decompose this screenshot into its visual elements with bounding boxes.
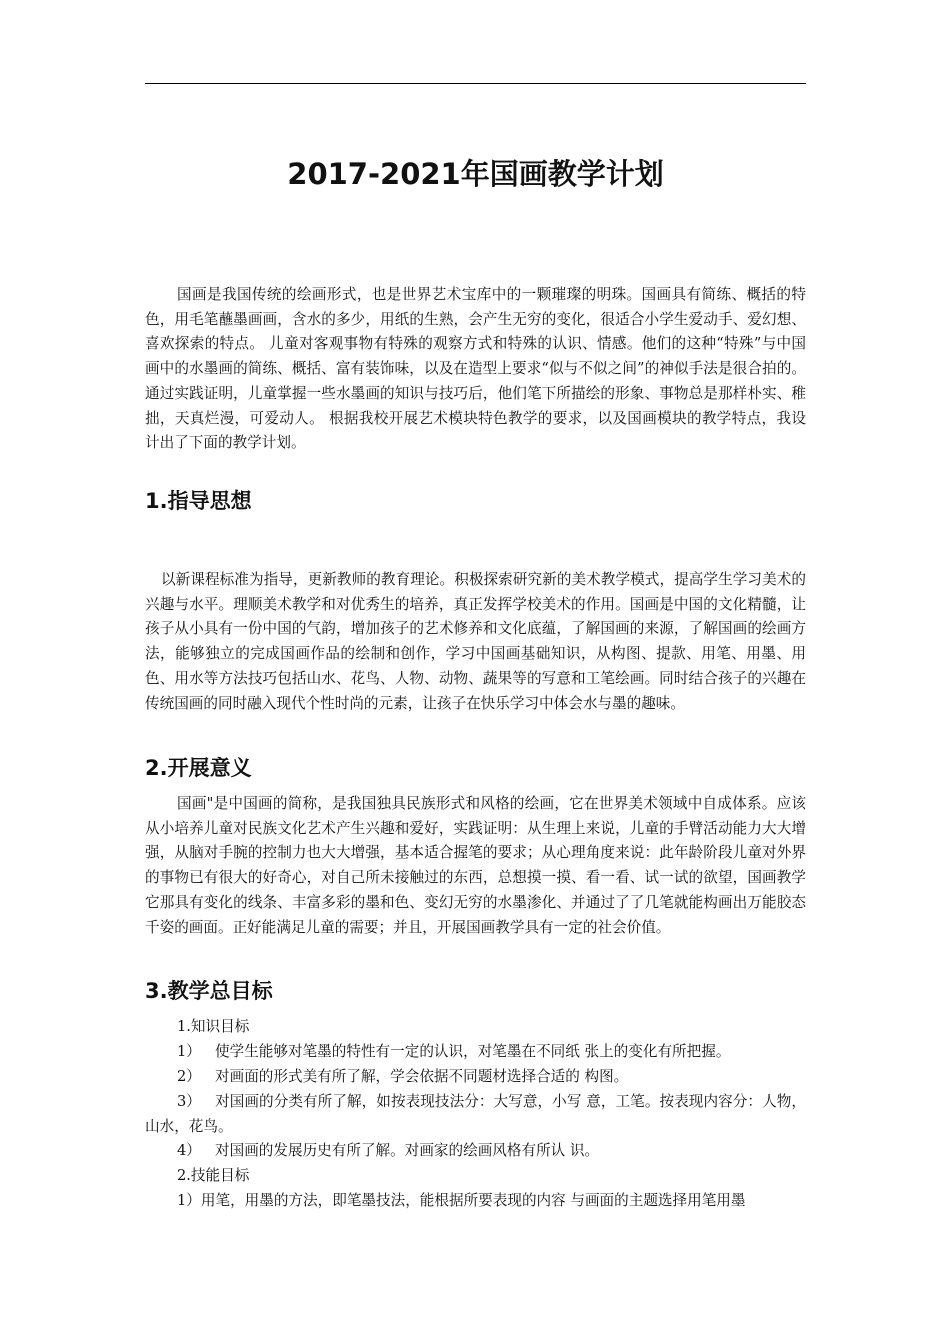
- knowledge-goal-item: 3） 对国画的分类有所了解，如按表现技法分：大写意，小写 意，工笔。按表现内容分：人物，山水，花鸟。: [145, 1093, 806, 1135]
- intro-paragraph: 国画是我国传统的绘画形式，也是世界艺术宝库中的一颗璀璨的明珠。国画具有简练、概括的特色，用毛笔蘸墨画画，含水的多少，用纸的生熟，会产生无穷的变化，很适合小学生爱动手、爱幻想、喜欢探索的特点。 儿童对客观事物有特殊的观察方式和特殊的认识、情感。他们的这种“特殊”与中国画中的水墨画的简练、概括、富有装饰味，以及在造型上要求“似与不似之间”的神似手法是很合拍的。通过实践证明，儿童掌握一些水墨画的知识与技巧后，他们笔下所描绘的形象、事物总是那样朴实、稚拙，天真烂漫，可爱动人。 根据我校开展艺术模块特色教学的要求，以及国画模块的教学特点，我设计出了下面的教学计划。: [145, 286, 806, 452]
- section-body-significance: 国画"是中国画的简称，是我国独具民族形式和风格的绘画，它在世界美术领域中自成体系。应该从小培养儿童对民族文化艺术产生兴趣和爱好，实践证明：从生理上来说，儿童的手臂活动能力大大增强，从脑对手腕的控制力也大大增强，基本适合握笔的要求；从心理角度来说：此年龄阶段儿童对外界的事物已有很大的好奇心，对自己所未接触过的东西，总想摸一摸、看一看、试一试的欲望，国画教学它那具有变化的线条、丰富多彩的墨和色、变幻无穷的水墨渗化、并通过了了几笔就能构画出万能胶态千姿的画面。正好能满足儿童的需要；并且，开展国画教学具有一定的社会价值。: [145, 795, 806, 936]
- section-heading-guiding-ideology: 1.指导思想: [145, 489, 252, 513]
- knowledge-goal-item: 1） 使学生能够对笔墨的特性有一定的认识，对笔墨在不同纸 张上的变化有所把握。: [177, 1043, 731, 1060]
- skill-goals-label: 2.技能目标: [177, 1167, 250, 1184]
- section-body-guiding-ideology: 以新课程标准为指导，更新教师的教育理论。积极探索研究新的美术教学模式，提高学生学习美术的兴趣与水平。理顺美术教学和对优秀生的培养，真正发挥学校美术的作用。国画是中国的文化精髓，让孩子从小具有一份中国的气韵，增加孩子的艺术修养和文化底蕴，了解国画的来源，了解国画的绘画方法，能够独立的完成国画作品的绘制和创作，学习中国画基础知识，从构图、提款、用笔、用墨、用色、用水等方法技巧包括山水、花鸟、人物、动物、蔬果等的写意和工笔绘画。同时结合孩子的兴趣在传统国画的同时融入现代个性时尚的元素，让孩子在快乐学习中体会水与墨的趣味。: [145, 571, 806, 712]
- header-rule: [145, 83, 806, 84]
- page-title: 2017-2021年国画教学计划: [287, 157, 664, 191]
- knowledge-goal-item: 2） 对画面的形式美有所了解，学会依据不同题材选择合适的 构图。: [177, 1068, 629, 1085]
- knowledge-goals-label: 1.知识目标: [177, 1018, 250, 1035]
- section-heading-teaching-goals: 3.教学总目标: [145, 979, 273, 1003]
- skill-goal-item: 1）用笔，用墨的方法，即笔墨技法，能根据所要表现的内容 与画面的主题选择用笔用墨: [177, 1192, 746, 1209]
- section-heading-significance: 2.开展意义: [145, 756, 252, 780]
- knowledge-goal-item: 4） 对国画的发展历史有所了解。对画家的绘画风格有所认 识。: [177, 1142, 600, 1159]
